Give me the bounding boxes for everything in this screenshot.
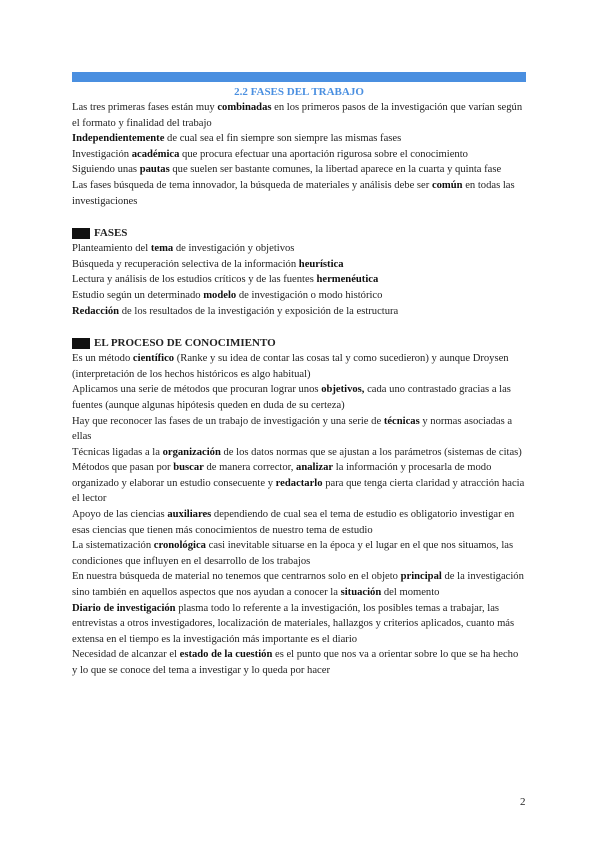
spacer bbox=[72, 209, 526, 223]
text-run: Apoyo de las ciencias bbox=[72, 509, 168, 521]
paragraph bbox=[72, 647, 526, 678]
bold-term: organización bbox=[162, 446, 221, 458]
paragraph bbox=[72, 538, 526, 569]
paragraph bbox=[72, 178, 526, 209]
intro-section bbox=[72, 100, 526, 209]
bold-term: tema bbox=[150, 243, 174, 255]
bold-term: técnicas bbox=[383, 415, 420, 427]
text-run: de investigación y objetivos bbox=[173, 243, 295, 255]
bold-term: cronológica bbox=[153, 540, 206, 552]
paragraph bbox=[72, 241, 526, 257]
text-run: Las fases búsqueda de tema innovador, la búsqueda de materiales y análisis debe ser bbox=[72, 179, 432, 191]
paragraph bbox=[72, 460, 526, 507]
bold-term: hermenéutica bbox=[316, 274, 379, 286]
text-run: Las tres primeras fases están muy bbox=[72, 102, 218, 113]
text-run: Técnicas ligadas a la bbox=[72, 446, 163, 458]
text-run: y normas asociadas a ellas bbox=[72, 415, 513, 443]
text-run: Aplicamos una serie de métodos que procuran lograr unos bbox=[72, 384, 322, 396]
text-run: de cual sea el fin siempre son siempre las mismas fases bbox=[164, 133, 402, 145]
text-run: Búsqueda y recuperación selectiva de la información bbox=[72, 258, 299, 270]
text-run: que suelen ser bastante comunes, la libertad aparece en la cuarta y quinta fase bbox=[169, 164, 502, 176]
text-run: Investigación bbox=[72, 148, 132, 160]
text-run: En nuestra búsqueda de material no tenemos que centrarnos solo en el objeto bbox=[72, 571, 401, 583]
text-run: que procura efectuar una aportación rigurosa sobre el conocimiento bbox=[179, 148, 468, 160]
paragraph bbox=[72, 131, 526, 147]
text-run: Planteamiento del bbox=[72, 243, 151, 255]
text-run: (Ranke y su idea de contar las cosas tal y como sucedieron) y aunque Droysen (interpretación de los hechos históricos es algo habitual) bbox=[72, 353, 509, 380]
title-bar bbox=[72, 72, 526, 82]
text-run: de manera corrector, bbox=[203, 462, 297, 474]
text-run: casi inevitable situarse en la época y el lugar en el que nos situamos, las condiciones que influyen en el desarrollo de los trabajos bbox=[72, 540, 514, 567]
paragraph bbox=[72, 601, 526, 648]
paragraph bbox=[72, 304, 526, 320]
proceso-heading-text: EL PROCESO DE CONOCIMIENTO bbox=[94, 337, 276, 350]
text-run: de investigación o modo histórico bbox=[236, 289, 383, 301]
text-run: Hay que reconocer las fases de un trabajo de investigación y una serie de bbox=[72, 415, 384, 427]
bold-term: objetivos, bbox=[321, 384, 365, 396]
bold-term: analizar bbox=[296, 462, 334, 474]
heading-block-marker bbox=[72, 228, 90, 239]
paragraph bbox=[72, 445, 526, 461]
text-run: Siguiendo unas bbox=[72, 164, 140, 176]
text-run: del momento bbox=[381, 587, 440, 599]
text-run: Estudio según un determinado bbox=[72, 289, 204, 301]
bold-term: Redacción bbox=[72, 305, 120, 317]
text-run: cada uno contrastado gracias a las fuentes (aunque algunas hipótesis queden en duda de su certeza) bbox=[72, 384, 511, 411]
bold-term: combinadas bbox=[217, 102, 272, 113]
page-number: 2 bbox=[520, 796, 526, 808]
text-run: Métodos que pasan por bbox=[72, 462, 174, 474]
text-run: de los resultados de la investigación y exposición de la estructura bbox=[119, 305, 399, 317]
text-run: la información y procesarla de modo organizado y elaborar un estudio consecuente y bbox=[72, 462, 492, 489]
bold-term: situación bbox=[340, 587, 382, 599]
text-run: en los primeros pasos de la investigación que varían según el formato y finalidad del trabajo bbox=[72, 102, 523, 129]
text-run: dependiendo de cual sea el tema de estudio es obligatorio investigar en esas ciencias que tienen más conocimientos de nuestro tema de estudio bbox=[72, 509, 515, 536]
paragraph bbox=[72, 288, 526, 304]
bold-term: estado de la cuestión bbox=[179, 649, 273, 661]
bold-term: heurística bbox=[298, 258, 344, 270]
paragraph bbox=[72, 569, 526, 600]
text-run: Necesidad de alcanzar el bbox=[72, 649, 180, 661]
text-run: de los datos normas que se ajustan a los parámetros (sistemas de citas) bbox=[220, 446, 522, 458]
paragraph bbox=[72, 272, 526, 288]
text-run: Es un método bbox=[72, 353, 133, 365]
text-run: para que tenga cierta claridad y atracción hacia el lector bbox=[72, 477, 525, 505]
text-run: plasma todo lo referente a la investigación, los posibles temas a trabajar, las entrevistas a otros investigadores, localización de materiales, hallazgos y criterios aplicados, cuanto más extensa en el tiempo es la investigación más importante es el diario bbox=[72, 602, 515, 645]
bold-term: académica bbox=[131, 148, 180, 160]
section-title: 2.2 FASES DEL TRABAJO bbox=[234, 86, 364, 98]
proceso-heading bbox=[72, 335, 526, 351]
bold-term: redactarlo bbox=[275, 477, 323, 489]
bold-term: auxiliares bbox=[167, 509, 212, 521]
paragraph bbox=[72, 100, 526, 131]
proceso-list bbox=[72, 351, 526, 678]
document-page bbox=[72, 72, 526, 679]
bold-term: Independientemente bbox=[72, 133, 165, 145]
fases-heading-text: FASES bbox=[94, 227, 128, 240]
bold-term: Diario de investigación bbox=[72, 602, 176, 614]
paragraph bbox=[72, 257, 526, 273]
bold-term: buscar bbox=[173, 462, 204, 474]
fases-heading bbox=[72, 225, 526, 241]
bold-term: pautas bbox=[139, 164, 170, 176]
bold-term: principal bbox=[400, 571, 442, 583]
bold-term: modelo bbox=[203, 289, 237, 301]
text-run: es el punto que nos va a orientar sobre lo que se ha hecho y lo que se conoce del tema a investigar y lo queda por hacer bbox=[72, 649, 519, 676]
bold-term: común bbox=[431, 179, 463, 191]
paragraph bbox=[72, 351, 526, 382]
text-run: Lectura y análisis de los estudios críticos y de las fuentes bbox=[72, 274, 317, 286]
bold-term: científico bbox=[132, 353, 175, 365]
spacer bbox=[72, 319, 526, 333]
fases-list bbox=[72, 241, 526, 319]
paragraph bbox=[72, 382, 526, 413]
paragraph bbox=[72, 162, 526, 178]
paragraph bbox=[72, 507, 526, 538]
text-run: en todas las investigaciones bbox=[72, 179, 515, 207]
text-run: de la investigación sino también en aquellos aspectos que nos ayudan a conocer la bbox=[72, 571, 524, 599]
text-run: La sistematización bbox=[72, 540, 154, 552]
paragraph bbox=[72, 147, 526, 163]
paragraph bbox=[72, 414, 526, 445]
heading-block-marker bbox=[72, 338, 90, 349]
